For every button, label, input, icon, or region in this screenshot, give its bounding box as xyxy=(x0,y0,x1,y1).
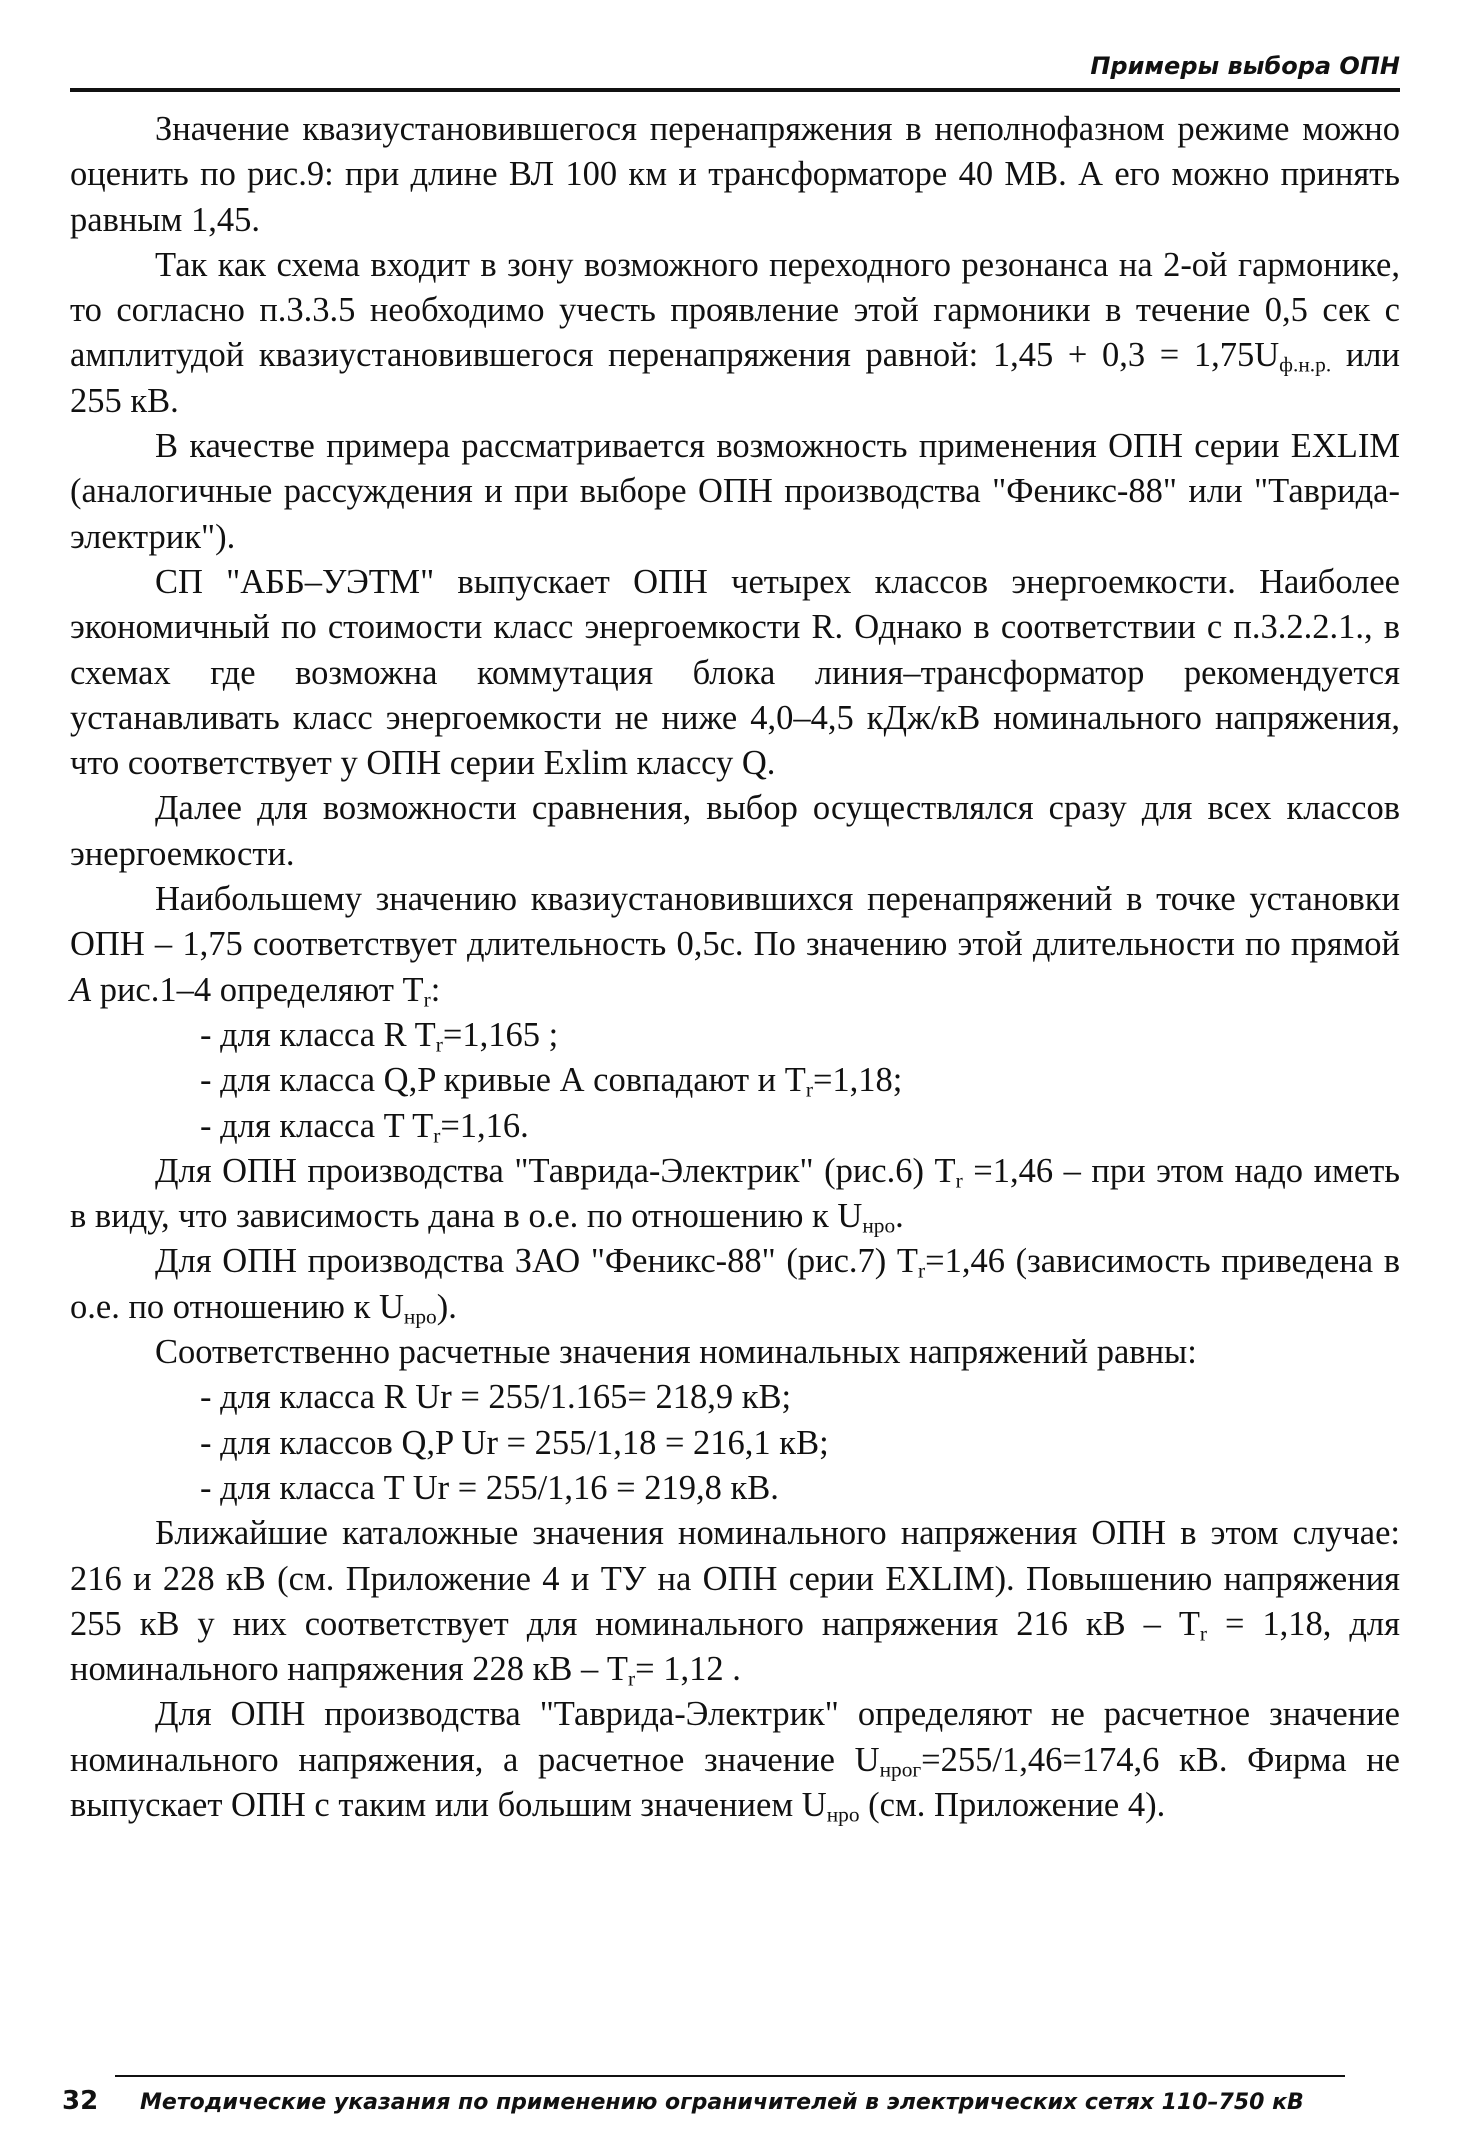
list-item: - для класса T Ur = 255/1,16 = 219,8 кВ. xyxy=(200,1468,779,1507)
paragraph-comparison: Далее для возможности сравнения, выбор осуществлялся сразу для всех классов энергоемкости. xyxy=(70,789,1400,873)
paragraph-text: (см. Приложение 4). xyxy=(859,1785,1166,1824)
paragraph-calculated-values: Соответственно расчетные значения номинальных напряжений равны: xyxy=(155,1333,1197,1372)
subscript: r xyxy=(423,986,431,1011)
paragraph-text: или 255 кВ. xyxy=(70,336,1400,420)
footer-rule xyxy=(115,2075,1345,2077)
footer-title: Методические указания по применению ограничителей в электрических сетях 110–750 кВ xyxy=(140,2090,1304,2115)
list-item xyxy=(70,1013,1400,1058)
list-item: - для класса R Ur = 255/1.165= 218,9 кВ; xyxy=(200,1378,792,1417)
list-item-value: =1,18; xyxy=(812,1061,903,1100)
line-label: A xyxy=(70,970,92,1009)
subscript: r xyxy=(917,1258,926,1283)
paragraph-text: =255/1,46=174,6 кВ. Фирма не выпускает ОПН с таким или большим значением U xyxy=(70,1740,1400,1824)
subscript: нрoг xyxy=(879,1757,922,1782)
list-item-value: =1,165 ; xyxy=(442,1015,559,1054)
list-item xyxy=(70,1058,1400,1103)
list-item: - для классов Q,P Ur = 255/1,18 = 216,1 кВ; xyxy=(200,1423,829,1462)
paragraph-text: рис.1–4 определяют T xyxy=(91,970,424,1009)
paragraph-resonance xyxy=(70,243,1400,424)
paragraph-quasi-overvoltage: Значение квазиустановившегося перенапряжения в неполнофазном режиме можно оценить по рис.9: при длине ВЛ 100 км и трансформаторе 40 МВ. А его можно принять равным 1,45. xyxy=(70,110,1400,239)
page-number: 32 xyxy=(62,2086,99,2116)
paragraph-text: Так как схема входит в зону возможного переходного резонанса на 2-ой гармонике, то согласно п.3.3.5 необходимо учесть проявление этой гармоники в течение 0,5 сек с амплитудой квазиустановившегося перенапряжения равной: 1,45 + 0,3 = 1,75U xyxy=(70,245,1400,375)
subscript: нро xyxy=(862,1213,896,1238)
list-item-text: - для класса R T xyxy=(200,1015,436,1054)
list-item xyxy=(70,1104,1400,1149)
subscript: ф.н.р. xyxy=(1279,352,1332,377)
list-item-text: - для класса T T xyxy=(200,1106,434,1145)
paragraph-tavrida xyxy=(70,1149,1400,1240)
subscript: нро xyxy=(826,1802,860,1827)
subscript: r xyxy=(628,1666,636,1691)
paragraph-tavrida-rated xyxy=(70,1692,1400,1828)
paragraph-energy-classes: СП "АББ–УЭТМ" выпускает ОПН четырех классов энергоемкости. Наиболее экономичный по стоимости класс энергоемкости R. Однако в соответствии с п.3.2.2.1., в схемах где возможна коммутация блока линия–трансформатор рекомендуется устанавливать класс энергоемкости не ниже 4,0–4,5 кДж/кВ номинального напряжения, что соответствует у ОПН серии Exlim классу Q. xyxy=(70,562,1400,783)
paragraph-text: : xyxy=(430,970,441,1009)
paragraph-text: Для ОПН производства "Таврида-Электрик" определяют не расчетное значение номинального напряжения, а расчетное значение U xyxy=(70,1695,1400,1779)
body-text xyxy=(70,107,1400,1828)
paragraph-text: = 1,18, для номинального напряжения 228 кВ – T xyxy=(70,1604,1400,1689)
header-rule xyxy=(70,88,1400,92)
paragraph-catalog-values xyxy=(70,1511,1400,1692)
subscript: нро xyxy=(403,1304,437,1329)
subscript: r xyxy=(435,1032,443,1057)
list-item-value: =1,16. xyxy=(440,1106,529,1145)
paragraph-text: =1,46 (зависимость приведена в о.е. по отношению к U xyxy=(70,1242,1400,1326)
subscript: r xyxy=(1199,1621,1208,1646)
paragraph-text: Ближайшие каталожные значения номинального напряжения ОПН в этом случае: 216 и 228 кВ (см. Приложение 4 и ТУ на ОПН серии EXLIM). Повышению напряжения 255 кВ у них соответствует для номинального напряжения 216 кВ – T xyxy=(70,1514,1400,1643)
paragraph-text: Для ОПН производства ЗАО "Феникс-88" (рис.7) T xyxy=(155,1242,918,1281)
subscript: r xyxy=(805,1077,813,1102)
paragraph-text: = 1,12 . xyxy=(635,1650,741,1689)
paragraph-exlim-example: В качестве примера рассматривается возможность применения ОПН серии EXLIM (аналогичные рассуждения и при выборе ОПН производства "Феникс-88" или "Таврида-электрик"). xyxy=(70,427,1400,556)
paragraph-feniks xyxy=(70,1239,1400,1330)
subscript: r xyxy=(433,1122,441,1147)
paragraph-text: =1,46 – при этом надо иметь в виду, что зависимость дана в о.е. по отношению к U xyxy=(70,1151,1400,1236)
running-head: Примеры выбора ОПН xyxy=(1090,52,1400,80)
subscript: r xyxy=(955,1168,963,1193)
paragraph-text: . xyxy=(895,1197,904,1236)
paragraph-text: Наибольшему значению квазиустановившихся перенапряжений в точке установки ОПН – 1,75 соответствует длительность 0,5с. По значению этой длительности по прямой xyxy=(70,880,1400,964)
list-item-text: - для класса Q,P кривые А совпадают и T xyxy=(200,1061,806,1100)
paragraph-text: ). xyxy=(436,1287,457,1326)
paragraph-duration xyxy=(70,877,1400,1013)
paragraph-text: Для ОПН производства "Таврида-Электрик" (рис.6) T xyxy=(155,1151,956,1190)
